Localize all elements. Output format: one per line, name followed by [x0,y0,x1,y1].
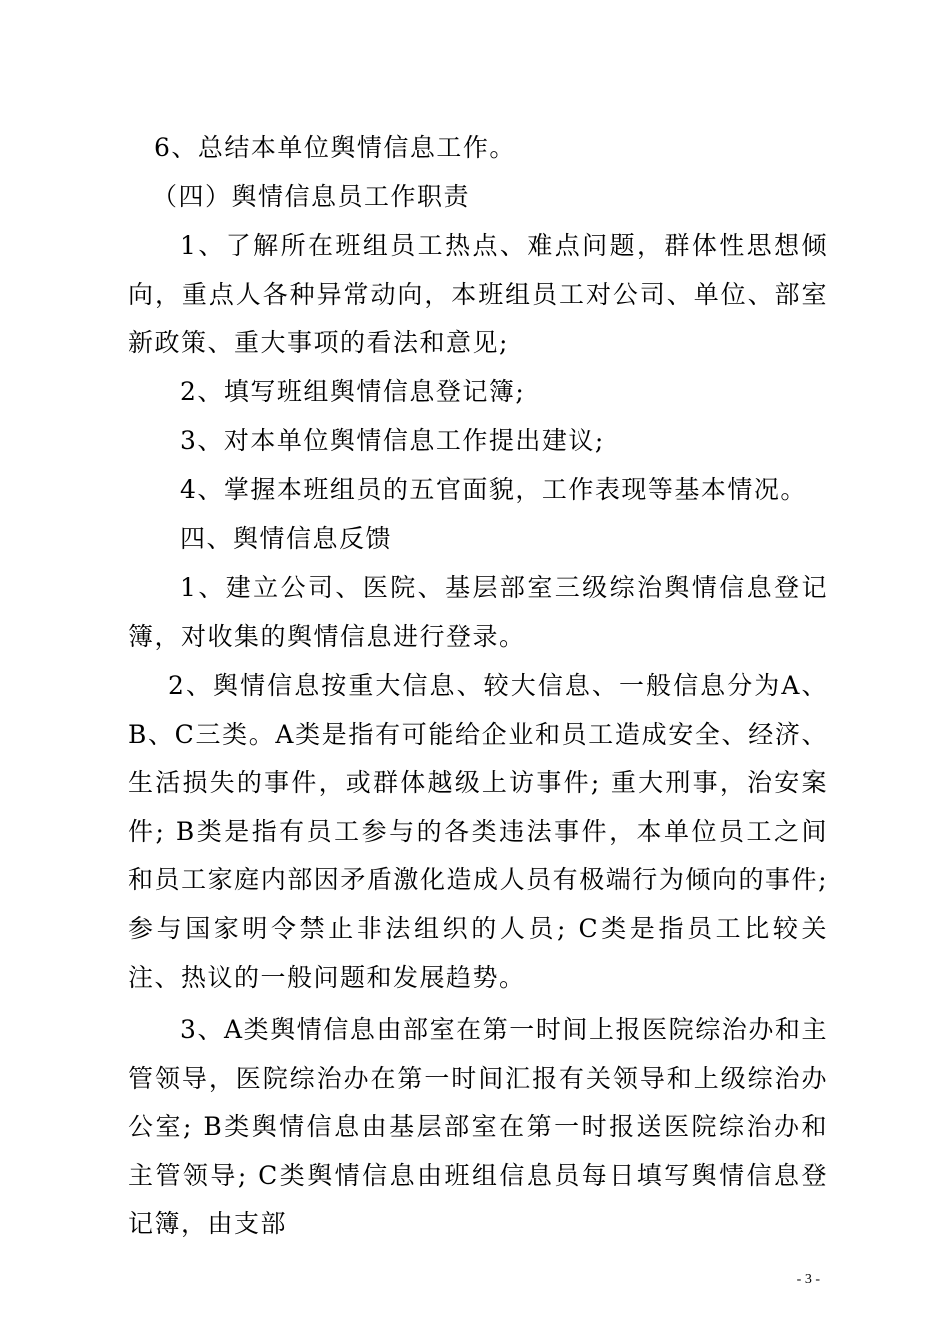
section-heading-duties: （四）舆情信息员工作职责 [152,182,471,211]
page-number: - 3 - [796,1272,820,1287]
paragraph-feedback-3: 3、A类舆情信息由部室在第一时间上报医院综治办和主管领导，医院综治办在第一时间汇报有关领导和上级综治办公室; B类舆情信息由基层部室在第一时报送医院综治办和主管领导; C类舆情信息由班组信息员每日填写舆情信息登记簿，由支部 [128,1015,828,1239]
paragraph-feedback-2: 2、舆情信息按重大信息、较大信息、一般信息分为A、B、C三类。A类是指有可能给企业和员工造成安全、经济、生活损失的事件，或群体越级上访事件; 重大刑事，治安案件; B类是指有员工参与的各类违法事件，本单位员工之间和员工家庭内部因矛盾激化造成人员有极端行为倾向的事件; 参与国家明令禁止非法组织的人员; C类是指员工比较关注、热议的一般问题和发展趋势。 [128,671,828,992]
paragraph-duty-3: 3、对本单位舆情信息工作提出建议; [180,426,605,455]
paragraph-duty-4: 4、掌握本班组员的五官面貌，工作表现等基本情况。 [180,475,807,504]
paragraph-duty-1: 1、了解所在班组员工热点、难点问题，群体性思想倾向，重点人各种异常动向，本班组员工对公司、单位、部室新政策、重大事项的看法和意见; [128,231,828,358]
paragraph-duty-2: 2、填写班组舆情信息登记簿; [180,377,526,406]
section-heading-feedback: 四、舆情信息反馈 [180,524,393,553]
paragraph-summary-work: 6、总结本单位舆情信息工作。 [154,133,516,162]
paragraph-feedback-1: 1、建立公司、医院、基层部室三级综治舆情信息登记簿，对收集的舆情信息进行登录。 [128,573,828,651]
